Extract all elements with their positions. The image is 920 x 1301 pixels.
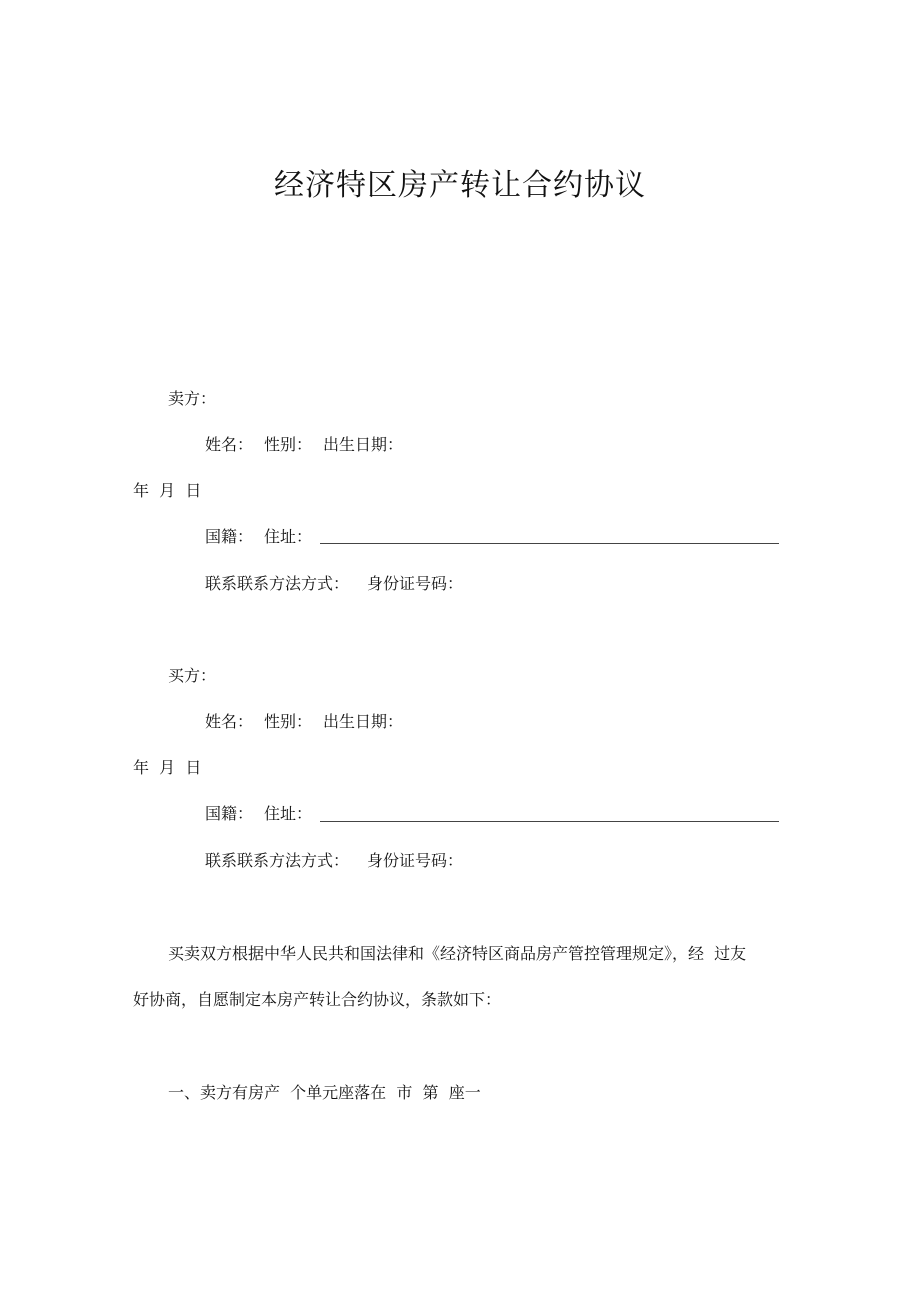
preamble-line-2: 好协商，自愿制定本房产转让合约协议，条款如下： xyxy=(133,990,502,1009)
seller-id-label: 身份证号码： xyxy=(367,574,464,593)
seller-address-label: 住址： xyxy=(264,527,313,546)
seller-heading: 卖方： xyxy=(168,389,217,408)
buyer-address-label: 住址： xyxy=(264,804,313,823)
seller-nationality-label: 国籍： xyxy=(205,527,254,546)
buyer-heading: 买方： xyxy=(168,666,217,685)
page-title: 经济特区房产转让合约协议 xyxy=(274,168,646,203)
seller-gender-label: 性别： xyxy=(264,435,313,454)
buyer-nationality-label: 国籍： xyxy=(205,804,254,823)
seller-contact-label: 联系联系方法方式： xyxy=(205,574,350,593)
buyer-gender-label: 性别： xyxy=(264,712,313,731)
buyer-contact-label: 联系联系方法方式： xyxy=(205,851,350,870)
buyer-id-label: 身份证号码： xyxy=(367,851,464,870)
preamble-line-1: 买卖双方根据中华人民共和国法律和《经济特区商品房产管控管理规定》，经 过友 xyxy=(168,944,747,963)
seller-address-line xyxy=(320,543,779,544)
buyer-date-ymd: 年 月 日 xyxy=(133,758,202,777)
clause-1: 一、卖方有房产 个单元座落在 市 第 座一 xyxy=(168,1083,481,1102)
seller-date-ymd: 年 月 日 xyxy=(133,481,202,500)
buyer-name-label: 姓名： xyxy=(205,712,254,731)
buyer-address-line xyxy=(320,821,779,822)
seller-name-label: 姓名： xyxy=(205,435,254,454)
seller-birth-label: 出生日期： xyxy=(323,435,404,454)
buyer-birth-label: 出生日期： xyxy=(323,712,404,731)
